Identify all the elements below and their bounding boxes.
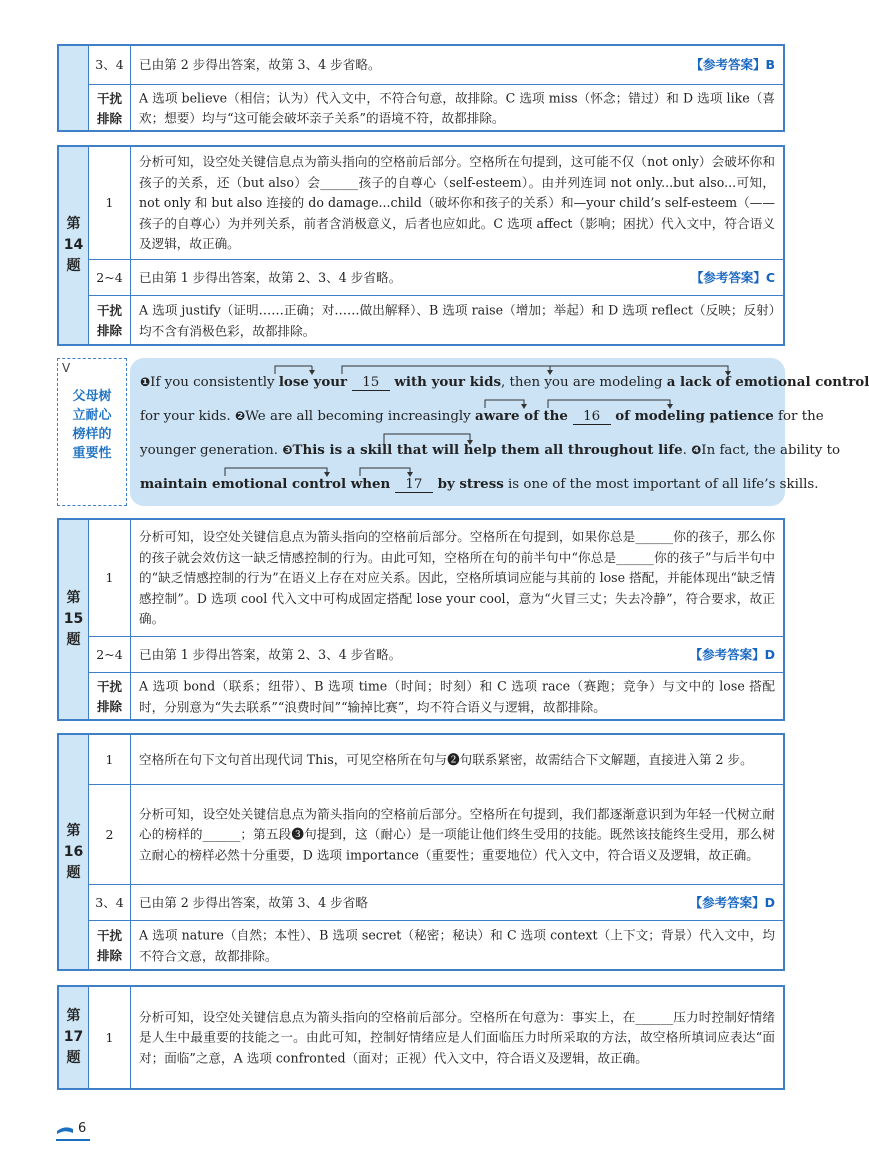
step-cell: 3、4 bbox=[89, 885, 131, 920]
q16-side bbox=[59, 735, 89, 969]
step-cell bbox=[89, 85, 131, 132]
page-footer bbox=[56, 1121, 86, 1136]
book-icon bbox=[56, 1123, 74, 1135]
title-line: 父母树 bbox=[72, 389, 112, 404]
passage-text: for the bbox=[773, 409, 824, 424]
q17-block bbox=[57, 985, 785, 1090]
passage-text: younger generation. bbox=[140, 443, 283, 458]
row-text: 空格所在句下文句首出现代词 This，可见空格所在句与❷句联系紧密，故需结合下文解题，直接进入第 2 步。 bbox=[139, 751, 753, 767]
table-row bbox=[89, 785, 783, 885]
question-label bbox=[64, 588, 83, 651]
step-label: 干扰排除 bbox=[96, 679, 122, 714]
label-part: 15 bbox=[63, 611, 84, 627]
step-cell bbox=[89, 296, 131, 346]
passage-keyword: a lack of emotional control bbox=[666, 374, 869, 390]
row-text-content: 已由第 2 步得出答案，故第 3、4 步省略 bbox=[139, 894, 368, 910]
question-label bbox=[64, 821, 83, 884]
table-row bbox=[89, 147, 783, 260]
passage-text: If you consistently bbox=[150, 375, 279, 390]
passage-text: for your kids. bbox=[140, 409, 235, 424]
title-line: 重要性 bbox=[72, 446, 112, 461]
passage-text: is one of the most important of all life’s skills. bbox=[503, 477, 819, 492]
question-label bbox=[64, 214, 83, 277]
sentence-marker: ❶ bbox=[140, 375, 151, 389]
table-row bbox=[89, 987, 783, 1088]
passage-roman-numeral: V bbox=[62, 361, 71, 375]
passage-line bbox=[140, 476, 819, 493]
answer-label: 【参考答案】D bbox=[689, 646, 775, 662]
table-row bbox=[89, 85, 783, 132]
label-part: 16 bbox=[63, 843, 84, 860]
table-row bbox=[89, 260, 783, 296]
passage-keyword: aware of the bbox=[475, 408, 573, 424]
row-text bbox=[139, 644, 775, 665]
passage-text: . bbox=[682, 443, 692, 458]
step-cell bbox=[89, 921, 131, 971]
q14-block bbox=[57, 145, 785, 346]
answer-label: 【参考答案】D bbox=[689, 894, 775, 910]
row-text: A 选项 bond（联系；纽带）、B 选项 time（时间；时刻）和 C 选项 race（赛跑；竞争）与文中的 lose 搭配时，分别意为“失去联系”“浪费时间”“输掉比赛”，均不符合语义与逻辑，故都排除。 bbox=[139, 678, 775, 714]
step-cell: 2 bbox=[89, 785, 131, 884]
q15-block bbox=[57, 518, 785, 721]
blank-15: 15 bbox=[352, 375, 390, 391]
row-text bbox=[139, 892, 775, 913]
answer-label: 【参考答案】C bbox=[690, 269, 775, 285]
label-part: 17 bbox=[63, 1029, 84, 1045]
q14-side bbox=[59, 147, 89, 344]
label-part: 第 bbox=[66, 590, 81, 606]
passage-keyword: of modeling patience bbox=[610, 408, 774, 424]
question-label bbox=[64, 1006, 83, 1069]
label-part: 题 bbox=[66, 632, 81, 648]
row-text bbox=[139, 267, 775, 288]
sentence-marker: ❹ bbox=[691, 443, 702, 457]
table-row bbox=[89, 520, 783, 637]
label-part: 第 bbox=[66, 822, 81, 839]
arrow-line bbox=[548, 400, 670, 408]
step-cell bbox=[89, 673, 131, 721]
label-part: 第 bbox=[66, 216, 81, 232]
passage-keyword: by stress bbox=[432, 476, 504, 492]
row-text: A 选项 justify（证明……正确；对……做出解释）、B 选项 raise（增加；举起）和 D 选项 reflect（反映；反射）均不含有消极色彩，故都排除。 bbox=[139, 302, 775, 338]
row-text-content: 已由第 1 步得出答案，故第 2、3、4 步省略。 bbox=[139, 269, 402, 285]
table-row bbox=[89, 673, 783, 721]
title-line: 榜样的 bbox=[72, 427, 112, 442]
blank-16: 16 bbox=[573, 409, 611, 425]
q13-side bbox=[59, 46, 89, 130]
table-row bbox=[89, 46, 783, 85]
arrow-line bbox=[275, 366, 312, 374]
label-part: 题 bbox=[66, 864, 81, 881]
row-text: 分析可知，设空处关键信息点为箭头指向的空格前后部分。空格所在句提到，我们都逐渐意识到为年轻一代树立耐心的榜样的______；第五段❸句提到，这（耐心）是一项能让他们终生受用的技能。既然该技能终生受用，那么树立耐心的榜样必然十分重要，D 选项 importance（重要性；重要地位）代入文中，符合语义及逻辑，故正确。 bbox=[139, 805, 775, 862]
arrow-line bbox=[225, 468, 327, 476]
row-text: 分析可知，设空处关键信息点为箭头指向的空格前后部分。空格所在句提到，如果你总是______你的孩子，那么你的孩子就会效仿这一缺乏情感控制的行为。由此可知，空格所在句的前半句中“你总是______你的孩子”与后半句中的“缺乏情感控制的行为”在语义上存在对应关系。因此，空格所填词应能与其前的 lose 搭配，并能体现出“缺乏情感控制”。D 选项 cool 代入文中可构成固定搭配 lose your cool，意为“火冒三丈；失去冷静”，符合要求，故正确。 bbox=[139, 528, 775, 626]
answer-label: 【参考答案】B bbox=[690, 56, 775, 72]
q13-block bbox=[57, 44, 785, 132]
step-cell: 2~4 bbox=[89, 637, 131, 672]
passage-line bbox=[140, 374, 869, 391]
step-cell: 3、4 bbox=[89, 46, 131, 84]
label-part: 14 bbox=[63, 237, 84, 253]
row-text bbox=[139, 55, 775, 76]
step-cell: 2~4 bbox=[89, 260, 131, 295]
passage-keyword: maintain emotional control when bbox=[140, 476, 395, 492]
label-part: 第 bbox=[66, 1008, 81, 1024]
row-text: A 选项 believe（相信；认为）代入文中，不符合句意，故排除。C 选项 miss（怀念；错过）和 D 选项 like（喜欢；想要）均与“这可能会破坏亲子关系”的语境不符，故都排除。 bbox=[139, 90, 775, 126]
sentence-marker: ❷ bbox=[234, 409, 246, 423]
passage-text: We are all becoming increasingly bbox=[245, 409, 476, 424]
passage-line bbox=[140, 442, 840, 458]
blank-17: 17 bbox=[395, 477, 433, 493]
step-cell: 1 bbox=[89, 735, 131, 784]
q15-side bbox=[59, 520, 89, 719]
step-cell: 1 bbox=[89, 520, 131, 636]
table-row bbox=[89, 735, 783, 785]
passage-keyword: lose your bbox=[278, 374, 352, 390]
row-text-content: 已由第 1 步得出答案，故第 2、3、4 步省略。 bbox=[139, 646, 402, 662]
step-label: 干扰排除 bbox=[96, 90, 122, 126]
table-row bbox=[89, 921, 783, 971]
sentence-marker: ❸ bbox=[282, 443, 293, 457]
row-text: 分析可知，设空处关键信息点为箭头指向的空格前后部分。空格所在句意为：事实上，在______压力时控制好情绪是人生中最重要的技能之一。由此可知，控制好情绪应是人们面临压力时所采取的方法，故空格所填词应表达“面对；面临”之意，A 选项 confronted（面对；正视）代入文中，符合语义及逻辑，故正确。 bbox=[139, 1008, 775, 1065]
row-text-content: 已由第 2 步得出答案，故第 3、4 步省略。 bbox=[139, 56, 381, 72]
passage-keyword: with your kids bbox=[389, 374, 502, 390]
step-cell: 1 bbox=[89, 987, 131, 1088]
passage-text: In fact, the ability to bbox=[701, 443, 841, 458]
arrow-line bbox=[485, 400, 524, 408]
footer-rule bbox=[56, 1139, 90, 1141]
page-number: 6 bbox=[78, 1121, 87, 1136]
q17-side bbox=[59, 987, 89, 1088]
arrow-line bbox=[550, 366, 728, 374]
step-label: 干扰排除 bbox=[96, 303, 122, 338]
table-row bbox=[89, 637, 783, 673]
passage-label-box bbox=[57, 358, 127, 506]
title-line: 立耐心 bbox=[72, 408, 112, 423]
passage-panel bbox=[130, 358, 869, 506]
passage-line bbox=[140, 408, 824, 425]
label-part: 题 bbox=[66, 1050, 81, 1066]
q16-block bbox=[57, 733, 785, 971]
arrow-line bbox=[360, 468, 410, 476]
table-row bbox=[89, 885, 783, 921]
row-text: A 选项 nature（自然；本性）、B 选项 secret（秘密；秘诀）和 C 选项 context（上下文；背景）代入文中，均不符合文意，故都排除。 bbox=[139, 927, 775, 963]
step-label: 干扰排除 bbox=[96, 928, 122, 963]
label-part: 题 bbox=[66, 258, 81, 274]
table-row bbox=[89, 296, 783, 346]
passage-text: , then you are modeling bbox=[501, 375, 667, 390]
step-cell: 1 bbox=[89, 147, 131, 259]
passage-keyword: This is a skill that will help them all throughout life bbox=[292, 442, 683, 458]
arrow-line bbox=[342, 366, 550, 374]
passage-title bbox=[58, 387, 126, 463]
row-text: 分析可知，设空处关键信息点为箭头指向的空格前后部分。空格所在句提到，这可能不仅（not only）会破坏你和孩子的关系，还（but also）会______孩子的自尊心（self-esteem）。由并列连词 not only...but also...可知，not only 和 but also 连接的 do damage...child（破坏你和孩子的关系）和—your child’s self-esteem（——孩子的自尊心）为并列关系，前者含消极意义，后者也应如此。C 选项 affect（影响；困扰）代入文中，符合语义及逻辑，故正确。 bbox=[139, 153, 775, 251]
passage-box bbox=[57, 358, 869, 506]
